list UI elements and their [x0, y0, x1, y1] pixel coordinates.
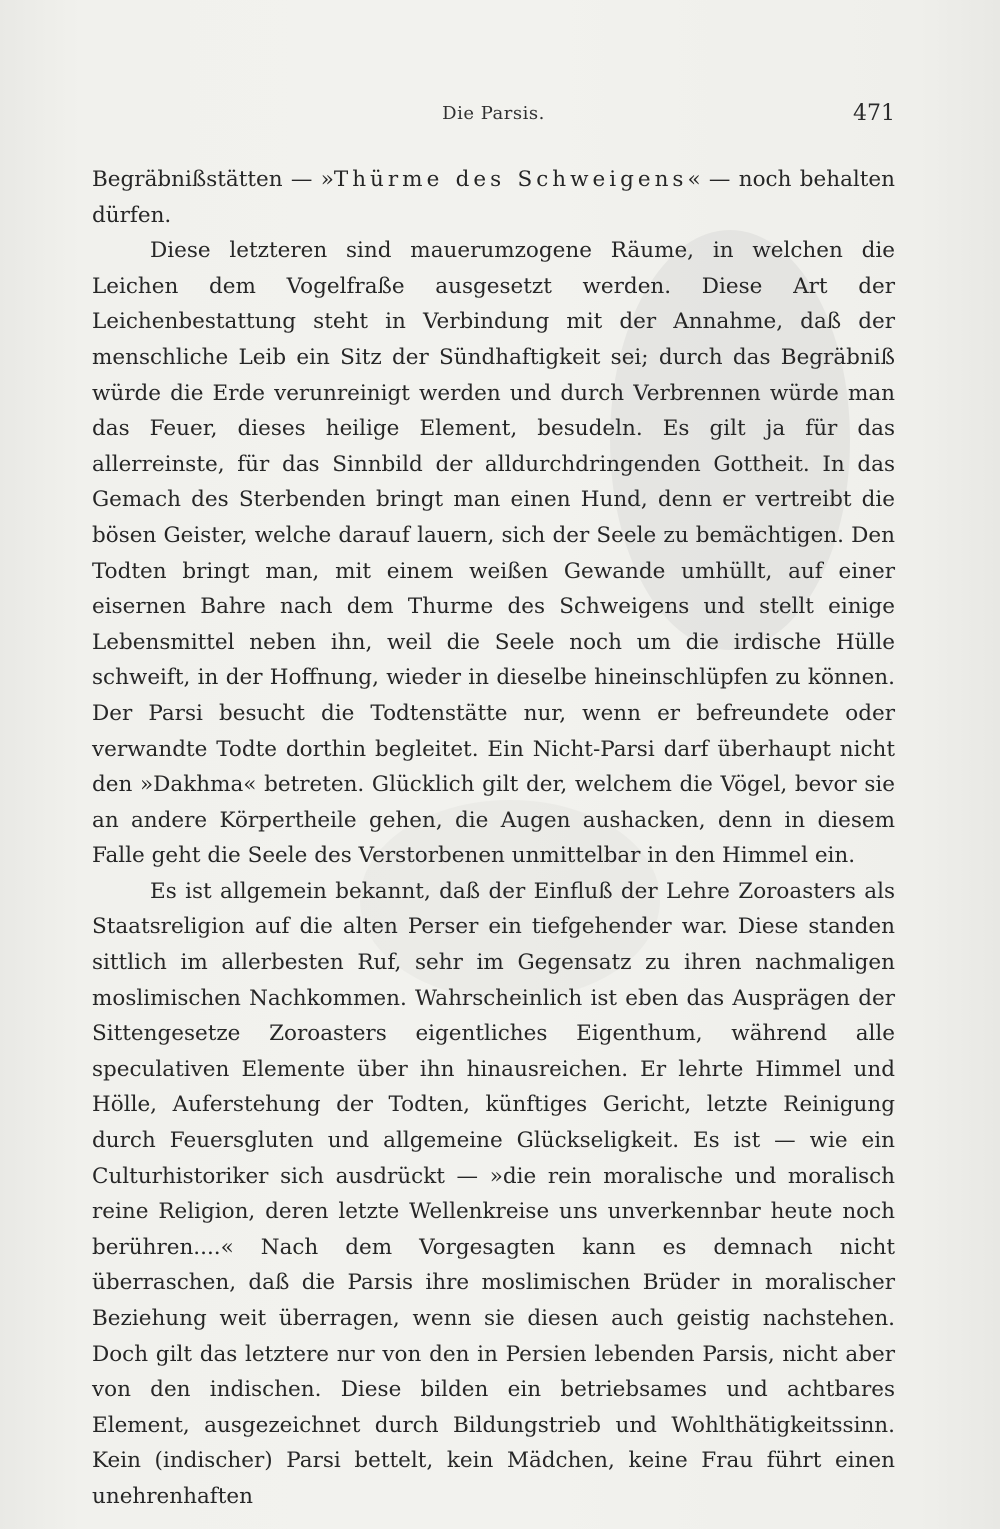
- paragraph-continued: [92, 162, 895, 233]
- paragraph-text: Begräbnißstätten — »: [92, 167, 334, 192]
- paragraph: Es ist allgemein bekannt, daß der Einfluß der Lehre Zoroasters als Staatsreligion auf die alten Perser ein tiefgehender war. Diese standen sittlich im allerbesten Ruf, sehr im Gegensatz zu ihren nachmaligen moslimischen Nachkommen. Wahrscheinlich ist eben das Ausprägen der Sittengesetze Zoroasters eigentliches Eigenthum, während alle speculativen Elemente über ihn hinausreichen. Er lehrte Himmel und Hölle, Auferstehung der Todten, künftiges Gericht, letzte Reinigung durch Feuersgluten und allgemeine Glückseligkeit. Es ist — wie ein Culturhistoriker sich ausdrückt — »die rein moralische und moralisch reine Religion, deren letzte Wellenkreise uns unverkennbar heute noch berühren....« Nach dem Vorgesagten kann es demnach nicht überraschen, daß die Parsis ihre moslimischen Brüder in moralischer Beziehung weit überragen, wenn sie diesen auch geistig nachstehen. Doch gilt das letztere nur von den in Persien lebenden Parsis, nicht aber von den indischen. Diese bilden ein betriebsames und achtbares Element, ausgezeichnet durch Bildungstrieb und Wohlthätigkeitssinn. Kein (indischer) Parsi bettelt, kein Mädchen, keine Frau führt einen unehrenhaften: [92, 878, 895, 1509]
- paragraph-text: « — noch behalten dürfen.: [92, 167, 895, 228]
- running-title: Die Parsis.: [442, 103, 545, 124]
- running-head: [92, 103, 895, 133]
- emphasized-phrase: Thürme des Schweigens: [333, 167, 688, 192]
- paragraph: Diese letzteren sind mauerumzogene Räume, in welchen die Leichen dem Vogelfraße ausgesetzt werden. Diese Art der Leichenbestattung steht in Verbindung mit der Annahme, daß der menschliche Leib ein Sitz der Sündhaftigkeit sei; durch das Begräbniß würde die Erde verunreinigt werden und durch Verbrennen würde man das Feuer, dieses heilige Element, besudeln. Es gilt ja für das allerreinste, für das Sinnbild der alldurchdringenden Gottheit. In das Gemach des Sterbenden bringt man einen Hund, denn er vertreibt die bösen Geister, welche darauf lauern, sich der Seele zu bemächtigen. Den Todten bringt man, mit einem weißen Gewande umhüllt, auf einer eisernen Bahre nach dem Thurme des Schweigens und stellt einige Lebensmittel neben ihn, weil die Seele noch um die irdische Hülle schweift, in der Hoffnung, wieder in dieselbe hineinschlüpfen zu können. Der Parsi besucht die Todtenstätte nur, wenn er befreundete oder verwandte Todte dorthin begleitet. Ein Nicht-Parsi darf überhaupt nicht den »Dakhma« betreten. Glücklich gilt der, welchem die Vögel, bevor sie an andere Körpertheile gehen, die Augen aushacken, denn in diesem Falle geht die Seele des Verstorbenen unmittelbar in den Himmel ein.: [92, 238, 895, 869]
- page-number: 471: [853, 101, 895, 126]
- body-text: [92, 162, 895, 1515]
